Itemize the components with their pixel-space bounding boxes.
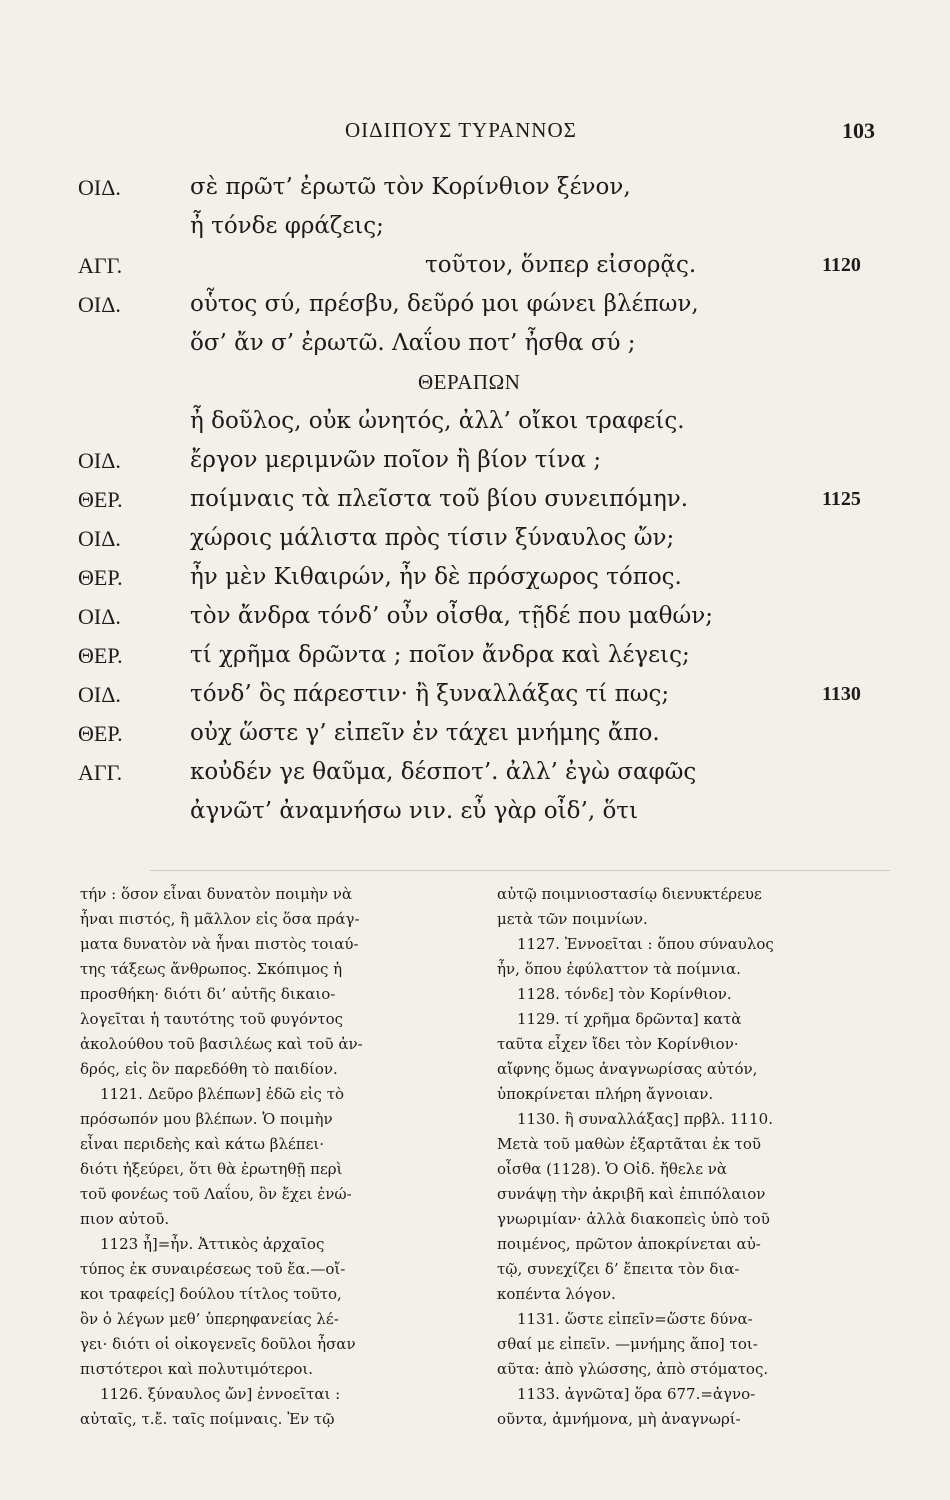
note-line: γνωριμίαν· ἀλλὰ διακοπεὶς ὑπὸ τοῦ	[497, 1210, 770, 1228]
note-line: 1121. Δεῦρο βλέπων] ἐδῶ εἰς τὸ	[100, 1085, 345, 1103]
note-line: 1131. ὥστε εἰπεῖν=ὥστε δύνα-	[517, 1310, 753, 1328]
speaker-label: ΟΙΔ.	[78, 526, 121, 551]
note-line: εἶναι περιδεὴς καὶ κάτω βλέπει·	[80, 1135, 325, 1153]
note-paragraph	[497, 982, 877, 1007]
verse-line-text: οὐχ ὥστε γ’ εἰπεῖν ἐν τάχει μνήμης ἄπο.	[190, 720, 660, 746]
verse-line	[0, 207, 950, 246]
verse-line-text: ἀγνῶτ’ ἀναμνήσω νιν. εὖ γὰρ οἶδ’, ὅτι	[190, 798, 639, 824]
running-title: ΟΙΔΙΠΟΥΣ ΤΥΡΑΝΝΟΣ	[345, 118, 577, 142]
note-line: 1129. τί χρῆμα δρῶντα] κατὰ	[517, 1010, 742, 1028]
note-line: πιον αὐτοῦ.	[80, 1210, 170, 1228]
speaker-label: ΟΙΔ.	[78, 604, 121, 629]
note-line: τοῦ φονέως τοῦ Λαΐου, ὃν ἔχει ἐνώ-	[80, 1185, 352, 1203]
note-line: λογεῖται ἡ ταυτότης τοῦ φυγόντος	[80, 1010, 343, 1028]
verse-line	[0, 714, 950, 753]
note-line: ἦναι πιστός, ἢ μᾶλλον εἰς ὅσα πράγ-	[80, 910, 360, 928]
note-line: πρόσωπόν μου βλέπων. Ὁ ποιμὴν	[80, 1110, 333, 1128]
note-line: 1127. Ἐννοεῖται : ὅπου σύναυλος	[517, 935, 774, 953]
note-line: 1130. ἢ συναλλάξας] πρβλ. 1110.	[517, 1110, 773, 1128]
speaker-label: ΟΙΔ.	[78, 448, 121, 473]
note-line: ἦν, ὅπου ἐφύλαττον τὰ ποίμνια.	[497, 960, 741, 978]
verse-line	[0, 480, 950, 519]
notes-right-column	[497, 882, 877, 1432]
speaker-label: ΘΕΡ.	[78, 721, 123, 746]
section-divider	[150, 870, 890, 871]
note-paragraph	[497, 1307, 877, 1382]
note-line: συνάψῃ τὴν ἀκριβῆ καὶ ἐπιπόλαιον	[497, 1185, 766, 1203]
note-line: τήν : ὅσον εἶναι δυνατὸν ποιμὴν νὰ	[80, 885, 352, 903]
note-line: αὐταῖς, τ.ἔ. ταῖς ποίμναις. Ἐν τῷ	[80, 1410, 335, 1428]
verse-line	[0, 246, 950, 285]
verse-line-text: τόνδ’ ὃς πάρεστιν· ἢ ξυναλλάξας τί πως;	[190, 681, 670, 707]
verse-line	[0, 324, 950, 363]
speaker-label: ΑΓΓ.	[78, 760, 123, 785]
verse-line	[0, 792, 950, 831]
line-number: 1130	[822, 683, 861, 705]
verse-line-text: κοὐδέν γε θαῦμα, δέσποτ’. ἀλλ’ ἐγὼ σαφῶς	[190, 759, 697, 785]
line-number: 1125	[822, 488, 861, 510]
verse-line-text: οὗτος σύ, πρέσβυ, δεῦρό μοι φώνει βλέπων,	[190, 291, 699, 317]
verse-line	[0, 753, 950, 792]
note-line: ἀκολούθου τοῦ βασιλέως καὶ τοῦ ἀν-	[80, 1035, 363, 1053]
note-line: ὑποκρίνεται πλήρη ἄγνοιαν.	[497, 1085, 714, 1103]
note-line: ποιμένος, πρῶτον ἀποκρίνεται αὐ-	[497, 1235, 761, 1253]
note-line: σθαί με εἰπεῖν. —μνήμης ἄπο] τοι-	[497, 1335, 758, 1353]
verse-line	[0, 168, 950, 207]
note-line: ματα δυνατὸν νὰ ἦναι πιστὸς τοιαύ-	[80, 935, 359, 953]
character-heading-text: ΘΕΡΑΠΩΝ	[418, 370, 521, 394]
verse-line	[0, 402, 950, 441]
verse-line	[0, 519, 950, 558]
verse-line	[0, 675, 950, 714]
note-line: αὐτῷ ποιμνιοστασίῳ διενυκτέρευε	[497, 885, 762, 903]
verse-line-text: τί χρῆμα δρῶντα ; ποῖον ἄνδρα καὶ λέγεις;	[190, 642, 690, 668]
speaker-label: ΘΕΡ.	[78, 643, 123, 668]
note-paragraph	[80, 1382, 466, 1432]
note-line: γει· διότι οἱ οἰκογενεῖς δοῦλοι ἦσαν	[80, 1335, 356, 1353]
verse-line-text: τοῦτον, ὅνπερ εἰσορᾷς.	[425, 252, 697, 278]
verse-line	[0, 558, 950, 597]
verse-text	[0, 168, 950, 831]
character-heading	[0, 363, 950, 402]
speaker-label: ΟΙΔ.	[78, 682, 121, 707]
verse-line	[0, 285, 950, 324]
note-line: κοπέντα λόγον.	[497, 1285, 616, 1303]
speaker-label: ΘΕΡ.	[78, 565, 123, 590]
verse-line-text: ἦ δοῦλος, οὐκ ὠνητός, ἀλλ’ οἴκοι τραφείς.	[190, 408, 685, 434]
note-line: διότι ἠξεύρει, ὅτι θὰ ἐρωτηθῇ περὶ	[80, 1160, 343, 1178]
verse-line	[0, 597, 950, 636]
note-line: ταῦτα εἶχεν ἴδει τὸν Κορίνθιον·	[497, 1035, 739, 1053]
note-line: τῷ, συνεχίζει δ’ ἔπειτα τὸν δια-	[497, 1260, 740, 1278]
note-line: 1126. ξύναυλος ὤν] ἐννοεῖται :	[100, 1385, 341, 1403]
note-line: μετὰ τῶν ποιμνίων.	[497, 910, 648, 928]
verse-line-text: ποίμναις τὰ πλεῖστα τοῦ βίου συνειπόμην.	[190, 486, 689, 512]
note-paragraph	[80, 882, 466, 1082]
note-line: κοι τραφείς] δούλου τίτλος τοῦτο,	[80, 1285, 342, 1303]
verse-line-text: τὸν ἄνδρα τόνδ’ οὖν οἶσθα, τῇδέ που μαθών;	[190, 603, 713, 629]
note-line: τύπος ἐκ συναιρέσεως τοῦ ἔα.—οἴ-	[80, 1260, 346, 1278]
note-line: πιστότεροι καὶ πολυτιμότεροι.	[80, 1360, 314, 1378]
speaker-label: ΑΓΓ.	[78, 253, 123, 278]
note-line: αῦτα: ἀπὸ γλώσσης, ἀπὸ στόματος.	[497, 1360, 769, 1378]
note-paragraph	[80, 1082, 466, 1232]
verse-line-text: χώροις μάλιστα πρὸς τίσιν ξύναυλος ὤν;	[190, 525, 675, 551]
note-line: οἶσθα (1128). Ὁ Οἰδ. ἤθελε νὰ	[497, 1160, 727, 1178]
verse-line-text: ἔργον μεριμνῶν ποῖον ἢ βίον τίνα ;	[190, 447, 602, 473]
note-line: δρός, εἰς ὃν παρεδόθη τὸ παιδίον.	[80, 1060, 338, 1078]
note-line: 1128. τόνδε] τὸν Κορίνθιον.	[517, 985, 732, 1003]
note-paragraph	[497, 1107, 877, 1307]
note-line: αἴφνης ὅμως ἀναγνωρίσας αὐτόν,	[497, 1060, 758, 1078]
note-line: ὃν ὁ λέγων μεθ’ ὑπερηφανείας λέ-	[80, 1310, 339, 1328]
page-number: 103	[842, 118, 875, 143]
note-line: 1123 ἦ]=ἦν. Ἀττικὸς ἀρχαῖος	[100, 1235, 325, 1253]
running-head	[0, 118, 950, 148]
verse-line-text: ἦν μὲν Κιθαιρών, ἦν δὲ πρόσχωρος τόπος.	[190, 564, 682, 590]
note-line: της τάξεως ἄνθρωπος. Σκόπιμος ἡ	[80, 960, 343, 978]
note-line: προσθήκη· διότι δι’ αὐτῆς δικαιο-	[80, 985, 336, 1003]
speaker-label: ΟΙΔ.	[78, 292, 121, 317]
note-line: οῦντα, ἀμνήμονα, μὴ ἀναγνωρί-	[497, 1410, 741, 1428]
verse-line-text: ἦ τόνδε φράζεις;	[190, 213, 384, 239]
note-line: Μετὰ τοῦ μαθὼν ἐξαρτᾶται ἐκ τοῦ	[497, 1135, 761, 1153]
verse-line-text: σὲ πρῶτ’ ἐρωτῶ τὸν Κορίνθιον ξένον,	[190, 174, 631, 200]
speaker-label: ΟΙΔ.	[78, 175, 121, 200]
note-paragraph	[497, 1007, 877, 1107]
line-number: 1120	[822, 254, 861, 276]
verse-line-text: ὅσ’ ἄν σ’ ἐρωτῶ. Λαΐου ποτ’ ἦσθα σύ ;	[190, 330, 636, 356]
verse-line	[0, 636, 950, 675]
note-paragraph	[497, 1382, 877, 1432]
verse-line	[0, 441, 950, 480]
notes-left-column	[80, 882, 466, 1432]
speaker-label: ΘΕΡ.	[78, 487, 123, 512]
note-paragraph	[497, 932, 877, 982]
note-paragraph	[497, 882, 877, 932]
note-line: 1133. ἀγνῶτα] ὅρα 677.=ἀγνο-	[517, 1385, 756, 1403]
note-paragraph	[80, 1232, 466, 1382]
